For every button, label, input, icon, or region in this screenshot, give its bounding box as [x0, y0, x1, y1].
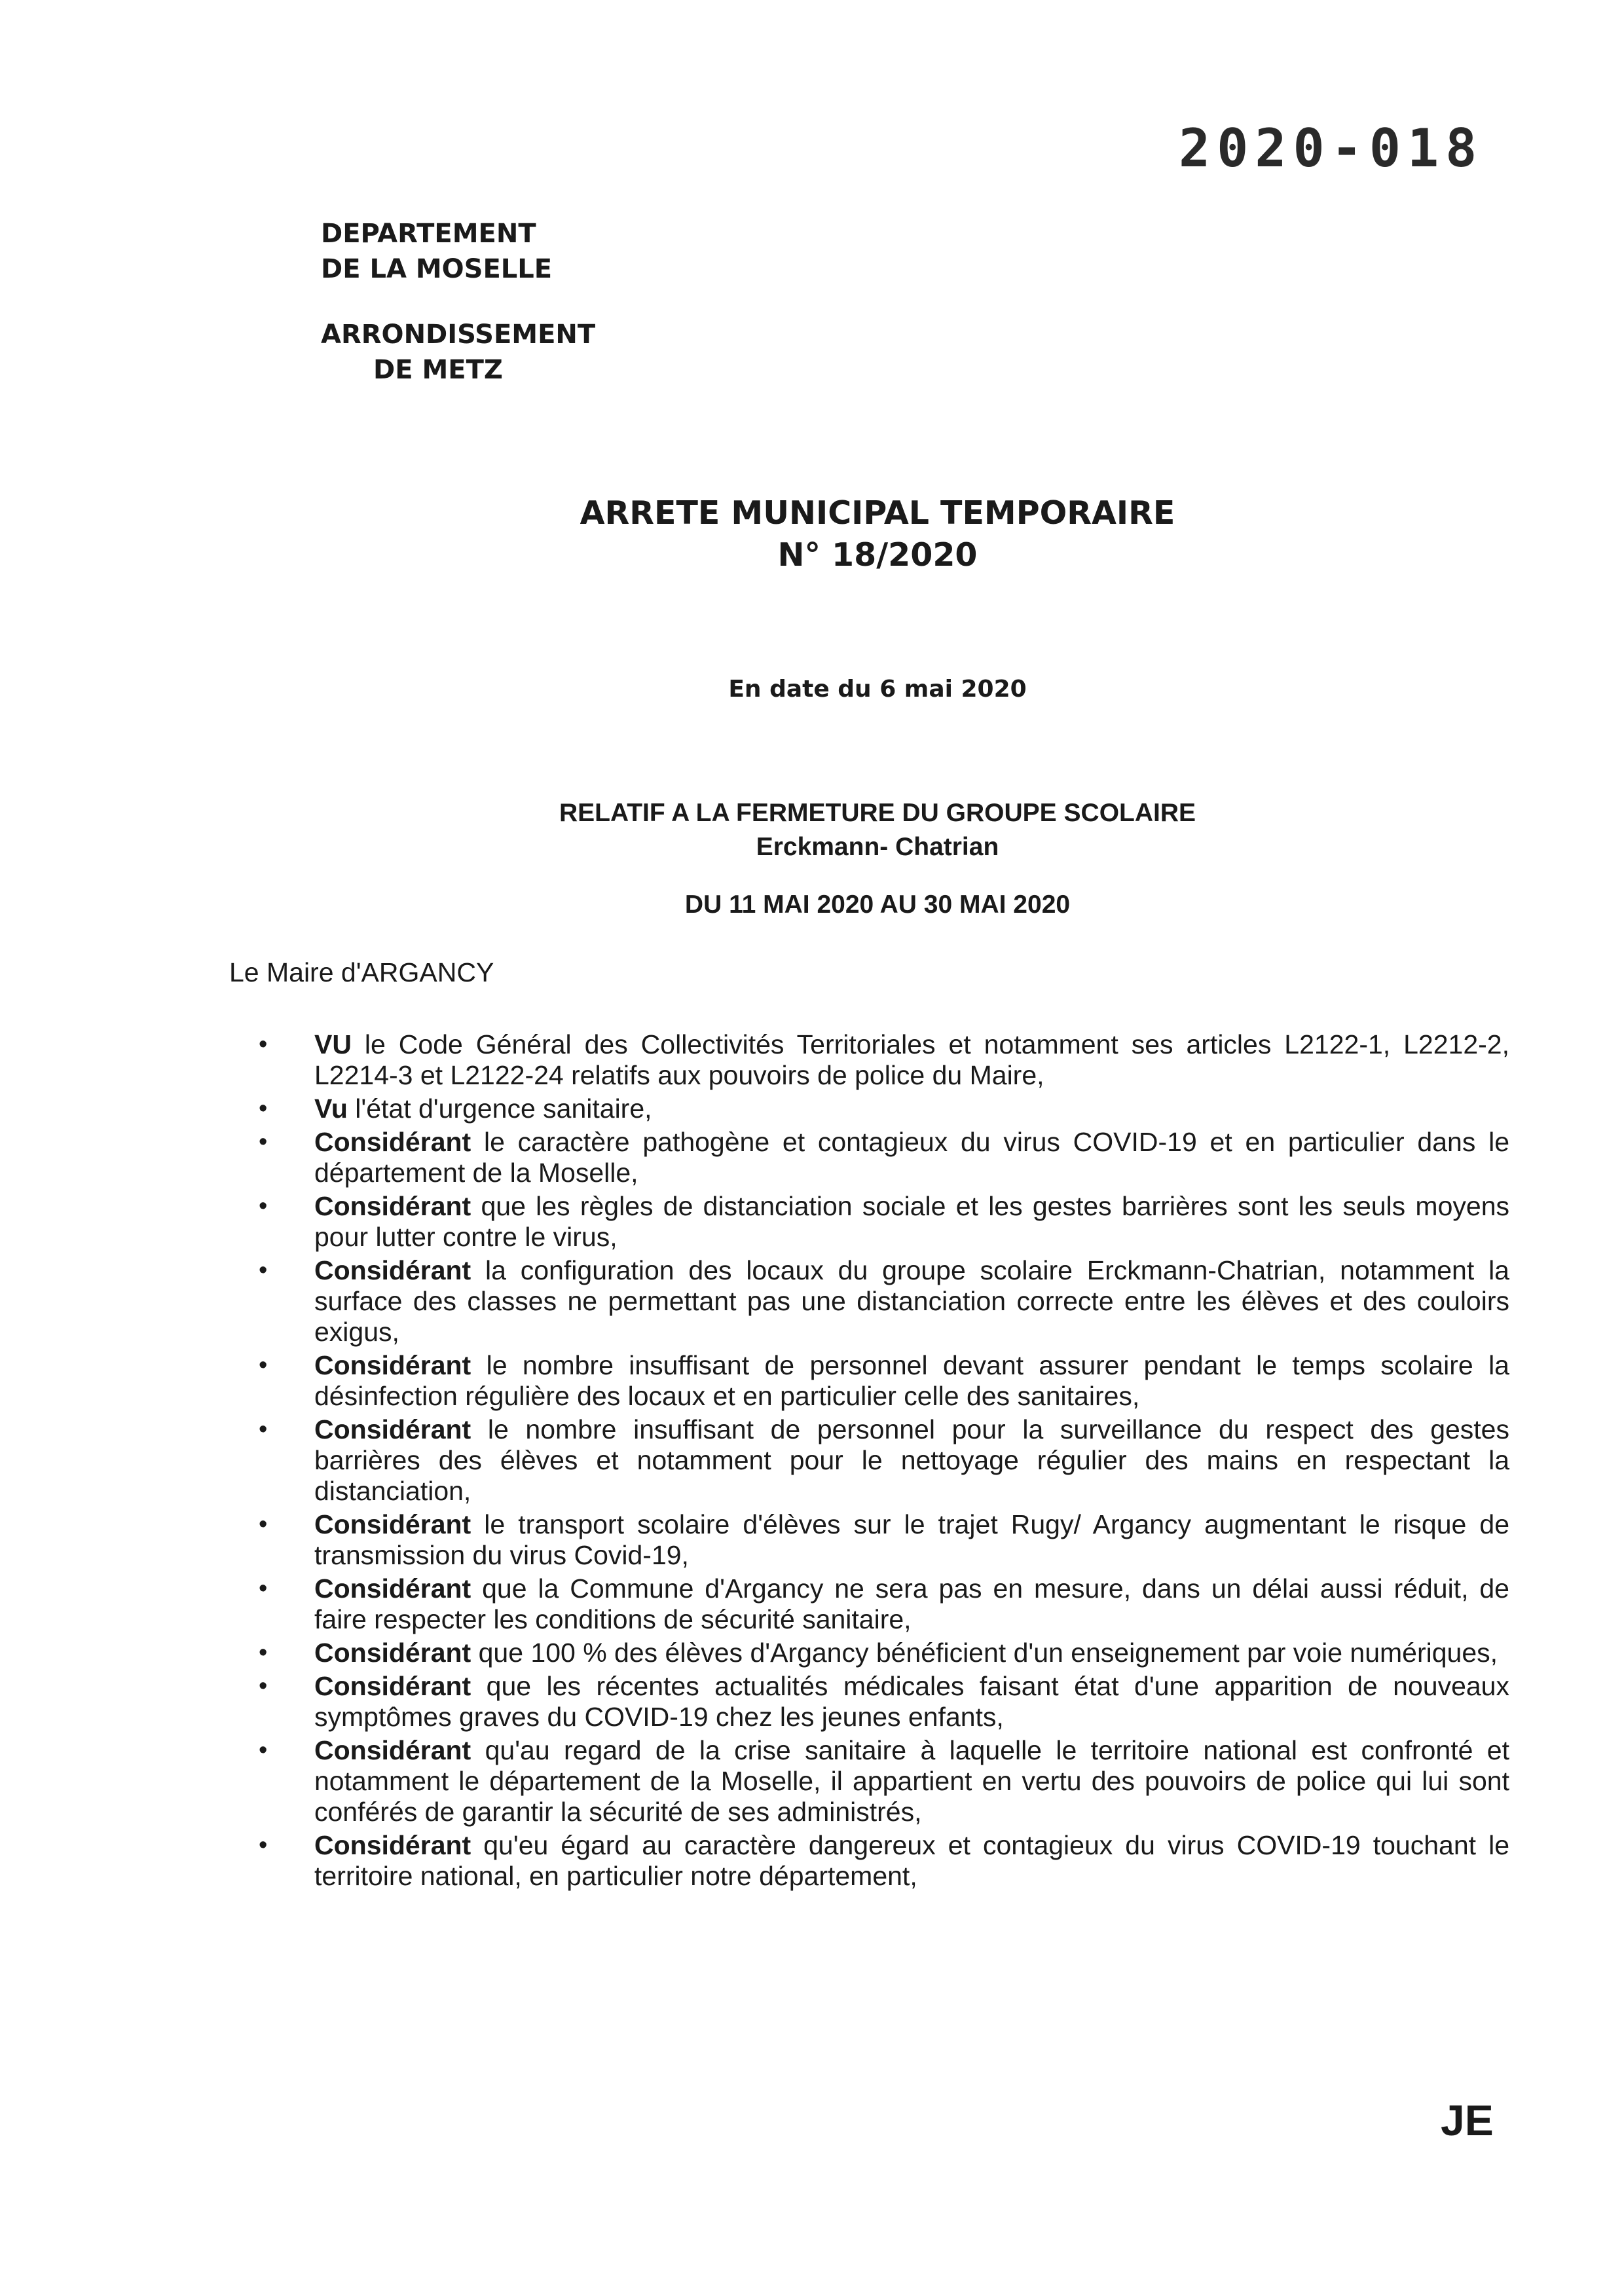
department-block [321, 216, 552, 287]
considerant-text: que les récentes actualités médicales faisant état d'une apparition de nouveaux symptômes graves du COVID-19 chez les jeunes enfants, [314, 1671, 1509, 1732]
bullet-icon: • [259, 1128, 268, 1156]
considerant-keyword: Considérant [314, 1573, 471, 1604]
document-date: En date du 6 mai 2020 [728, 676, 1027, 703]
closure-period: DU 11 MAI 2020 AU 30 MAI 2020 [684, 890, 1071, 919]
bullet-icon: • [259, 1736, 268, 1764]
arrondissement-line-2: DE METZ [373, 355, 503, 385]
list-item [252, 1093, 1509, 1124]
considerant-keyword: Considérant [314, 1671, 471, 1701]
considerant-text: le caractère pathogène et contagieux du virus COVID-19 et en particulier dans le département de la Moselle, [314, 1127, 1509, 1188]
document-subject [485, 796, 1270, 864]
subject-line-2: Erckmann- Chatrian [756, 833, 999, 861]
considerant-keyword: Considérant [314, 1638, 471, 1668]
bullet-icon: • [259, 1511, 268, 1538]
considerant-text: qu'eu égard au caractère dangereux et contagieux du virus COVID-19 touchant le territoire national, en particulier notre département, [314, 1830, 1509, 1891]
considerant-text: la configuration des locaux du groupe scolaire Erckmann-Chatrian, notamment la surface des classes ne permettant pas une distanciation correcte entre les élèves et des couloirs exigus, [314, 1255, 1509, 1347]
title-line-2: N° 18/2020 [777, 536, 978, 574]
department-line-1: DEPARTEMENT [321, 219, 536, 249]
considerant-keyword: VU [314, 1029, 352, 1059]
considerant-keyword: Considérant [314, 1830, 471, 1860]
list-item [252, 1509, 1509, 1571]
bullet-icon: • [259, 1257, 268, 1284]
considerant-keyword: Considérant [314, 1735, 471, 1765]
list-item [252, 1255, 1509, 1348]
list-item [252, 1573, 1509, 1635]
department-line-2: DE LA MOSELLE [321, 254, 553, 284]
considerant-text: qu'au regard de la crise sanitaire à laquelle le territoire national est confronté et notamment le département de la Moselle, il appartient en vertu des pouvoirs de police qui lui sont conférés de garantir la sécurité de ses administrés, [314, 1735, 1509, 1827]
considerants-list [252, 1029, 1509, 1894]
considerant-text: que 100 % des élèves d'Argancy bénéficient d'un enseignement par voie numériques, [471, 1638, 1498, 1668]
bullet-icon: • [259, 1831, 268, 1859]
list-item [252, 1671, 1509, 1733]
bullet-icon: • [259, 1672, 268, 1700]
list-item [252, 1638, 1509, 1668]
considerant-keyword: Considérant [314, 1350, 471, 1380]
list-item [252, 1029, 1509, 1091]
mayor-line: Le Maire d'ARGANCY [229, 957, 494, 987]
list-item [252, 1830, 1509, 1892]
bullet-icon: • [259, 1031, 268, 1058]
considerant-text: le nombre insuffisant de personnel pour la surveillance du respect des gestes barrières des élèves et notamment pour le nettoyage régulier des mains en respectant la distanciation, [314, 1414, 1509, 1506]
title-line-1: ARRETE MUNICIPAL TEMPORAIRE [580, 494, 1175, 532]
considerant-keyword: Considérant [314, 1255, 471, 1285]
document-title [498, 492, 1257, 576]
list-item [252, 1735, 1509, 1827]
considerant-keyword: Vu [314, 1093, 348, 1124]
list-item [252, 1191, 1509, 1253]
considerant-text: le Code Général des Collectivités Territoriales et notamment ses articles L2122-1, L2212-2, L2214-3 et L2122-24 relatifs aux pouvoirs de police du Maire, [314, 1029, 1509, 1090]
considerant-keyword: Considérant [314, 1127, 471, 1157]
considerant-keyword: Considérant [314, 1191, 471, 1221]
considerant-text: l'état d'urgence sanitaire, [347, 1093, 652, 1124]
considerant-text: le transport scolaire d'élèves sur le trajet Rugy/ Argancy augmentant le risque de transmission du virus Covid-19, [314, 1509, 1509, 1570]
list-item [252, 1414, 1509, 1507]
considerant-text: le nombre insuffisant de personnel devant assurer pendant le temps scolaire la désinfection régulière des locaux et en particulier celle des sanitaires, [314, 1350, 1509, 1411]
considerant-text: que les règles de distanciation sociale et les gestes barrières sont les seuls moyens pour lutter contre le virus, [314, 1191, 1509, 1252]
list-item [252, 1350, 1509, 1412]
bullet-icon: • [259, 1351, 268, 1379]
arrondissement-block [321, 317, 595, 388]
bullet-icon: • [259, 1416, 268, 1443]
arrondissement-line-1: ARRONDISSEMENT [321, 320, 596, 350]
considerant-text: que la Commune d'Argancy ne sera pas en mesure, dans un délai aussi réduit, de faire respecter les conditions de sécurité sanitaire, [314, 1573, 1509, 1634]
bullet-icon: • [259, 1639, 268, 1666]
stamp-number: 2020-018 [1179, 118, 1484, 179]
list-item [252, 1127, 1509, 1188]
considerant-keyword: Considérant [314, 1414, 471, 1444]
initials: JE [1441, 2096, 1494, 2144]
bullet-icon: • [259, 1192, 268, 1220]
subject-line-1: RELATIF A LA FERMETURE DU GROUPE SCOLAIRE [559, 799, 1196, 827]
bullet-icon: • [259, 1575, 268, 1602]
considerant-keyword: Considérant [314, 1509, 471, 1539]
bullet-icon: • [259, 1095, 268, 1122]
